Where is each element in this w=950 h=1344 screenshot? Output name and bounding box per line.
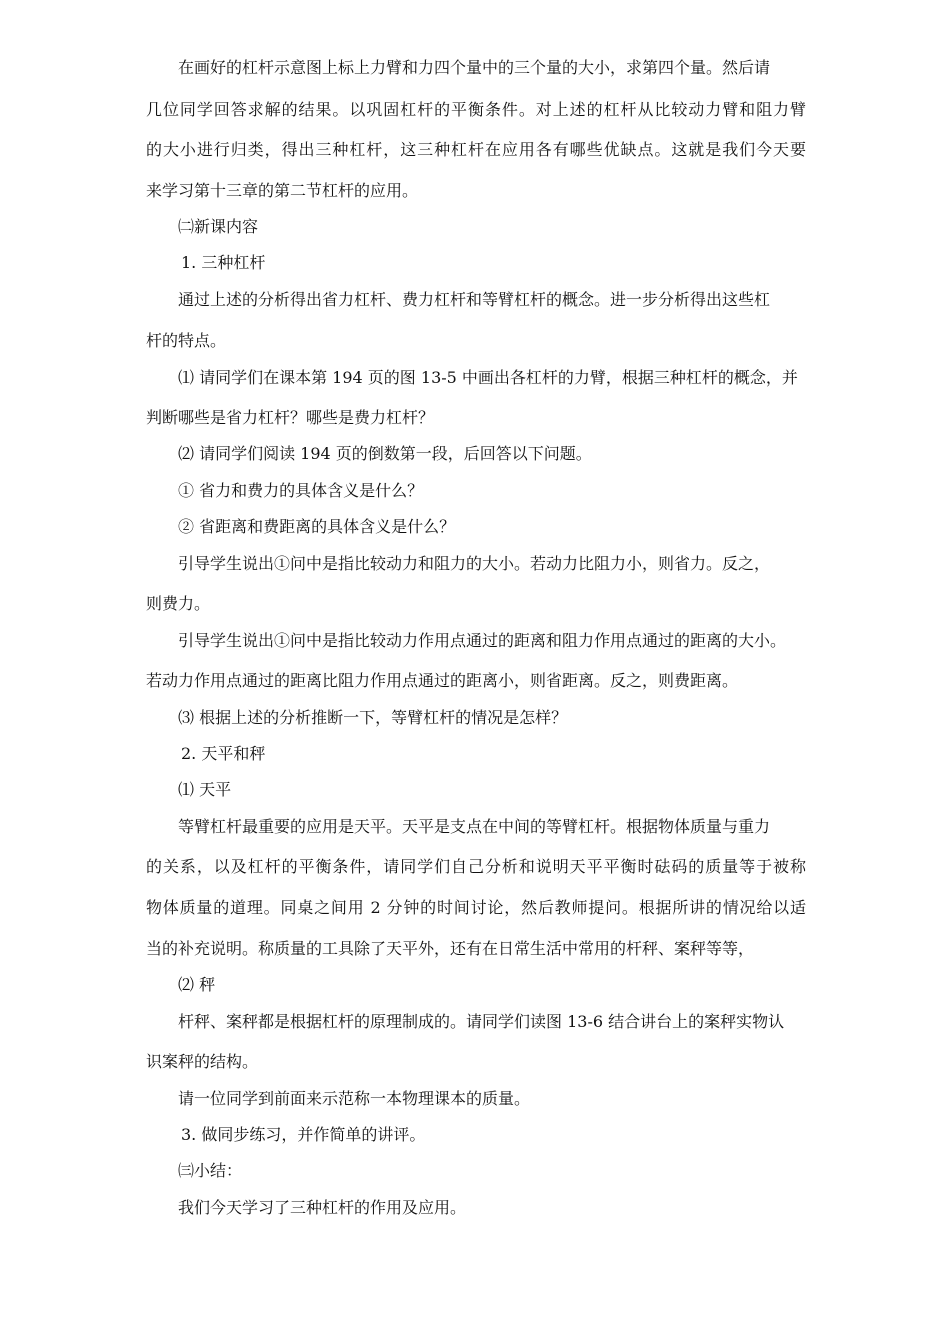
subsection-heading: 3. 做同步练习，并作简单的讲评。: [181, 1125, 426, 1144]
paragraph-line: 杆秤、案秤都是根据杠杆的原理制成的。请同学们读图 13-6 结合讲台上的案秤实物认: [178, 1012, 785, 1031]
list-item: ① 省力和费力的具体含义是什么？: [178, 481, 424, 500]
paragraph-line: 识案秤的结构。: [146, 1052, 259, 1071]
section-heading: ㈢小结：: [178, 1161, 243, 1180]
paragraph-line: 请一位同学到前面来示范称一本物理课本的质量。: [178, 1089, 531, 1108]
paragraph-line: 在画好的杠杆示意图上标上力臂和力四个量中的三个量的大小，求第四个量。然后请: [178, 58, 771, 77]
paragraph-line: 若动力作用点通过的距离比阻力作用点通过的距离小，则省距离。反之，则费距离。: [146, 671, 739, 690]
paragraph-line: 的大小进行归类，得出三种杠杆，这三种杠杆在应用各有哪些优缺点。这就是我们今天要: [146, 140, 806, 159]
paragraph-line: 的关系，以及杠杆的平衡条件，请同学们自己分析和说明天平平衡时砝码的质量等于被称: [146, 857, 806, 876]
list-item: ② 省距离和费距离的具体含义是什么？: [178, 517, 456, 536]
paragraph-line: 物体质量的道理。同桌之间用 2 分钟的时间讨论，然后教师提问。根据所讲的情况给以适: [146, 898, 806, 917]
subsection-heading: ⑵ 秤: [178, 975, 216, 994]
paragraph-line: 判断哪些是省力杠杆？哪些是费力杠杆？: [146, 408, 435, 427]
paragraph-line: 引导学生说出①问中是指比较动力作用点通过的距离和阻力作用点通过的距离的大小。: [178, 631, 787, 650]
paragraph-line: ⑴ 请同学们在课本第 194 页的图 13-5 中画出各杠杆的力臂，根据三种杠杆的概念，并: [178, 368, 798, 387]
subsection-heading: 1. 三种杠杆: [181, 253, 266, 272]
paragraph-line: 来学习第十三章的第二节杠杆的应用。: [146, 181, 419, 200]
subsection-heading: 2. 天平和秤: [181, 744, 266, 763]
paragraph-line: 引导学生说出①问中是指比较动力和阻力的大小。若动力比阻力小，则省力。反之，: [178, 554, 771, 573]
paragraph-line: 等臂杠杆最重要的应用是天平。天平是支点在中间的等臂杠杆。根据物体质量与重力: [178, 817, 771, 836]
paragraph-line: 当的补充说明。称质量的工具除了天平外，还有在日常生活中常用的杆秤、案秤等等，: [146, 939, 755, 958]
section-heading: ㈡新课内容: [178, 217, 259, 236]
paragraph-line: 杆的特点。: [146, 331, 227, 350]
paragraph-line: 则费力。: [146, 594, 211, 613]
paragraph-line: ⑶ 根据上述的分析推断一下，等臂杠杆的情况是怎样？: [178, 708, 568, 727]
subsection-heading: ⑴ 天平: [178, 780, 232, 799]
paragraph-line: 几位同学回答求解的结果。以巩固杠杆的平衡条件。对上述的杠杆从比较动力臂和阻力臂: [146, 100, 806, 119]
paragraph-line: 我们今天学习了三种杠杆的作用及应用。: [178, 1198, 467, 1217]
paragraph-line: ⑵ 请同学们阅读 194 页的倒数第一段，后回答以下问题。: [178, 444, 592, 463]
paragraph-line: 通过上述的分析得出省力杠杆、费力杠杆和等臂杠杆的概念。进一步分析得出这些杠: [178, 290, 771, 309]
